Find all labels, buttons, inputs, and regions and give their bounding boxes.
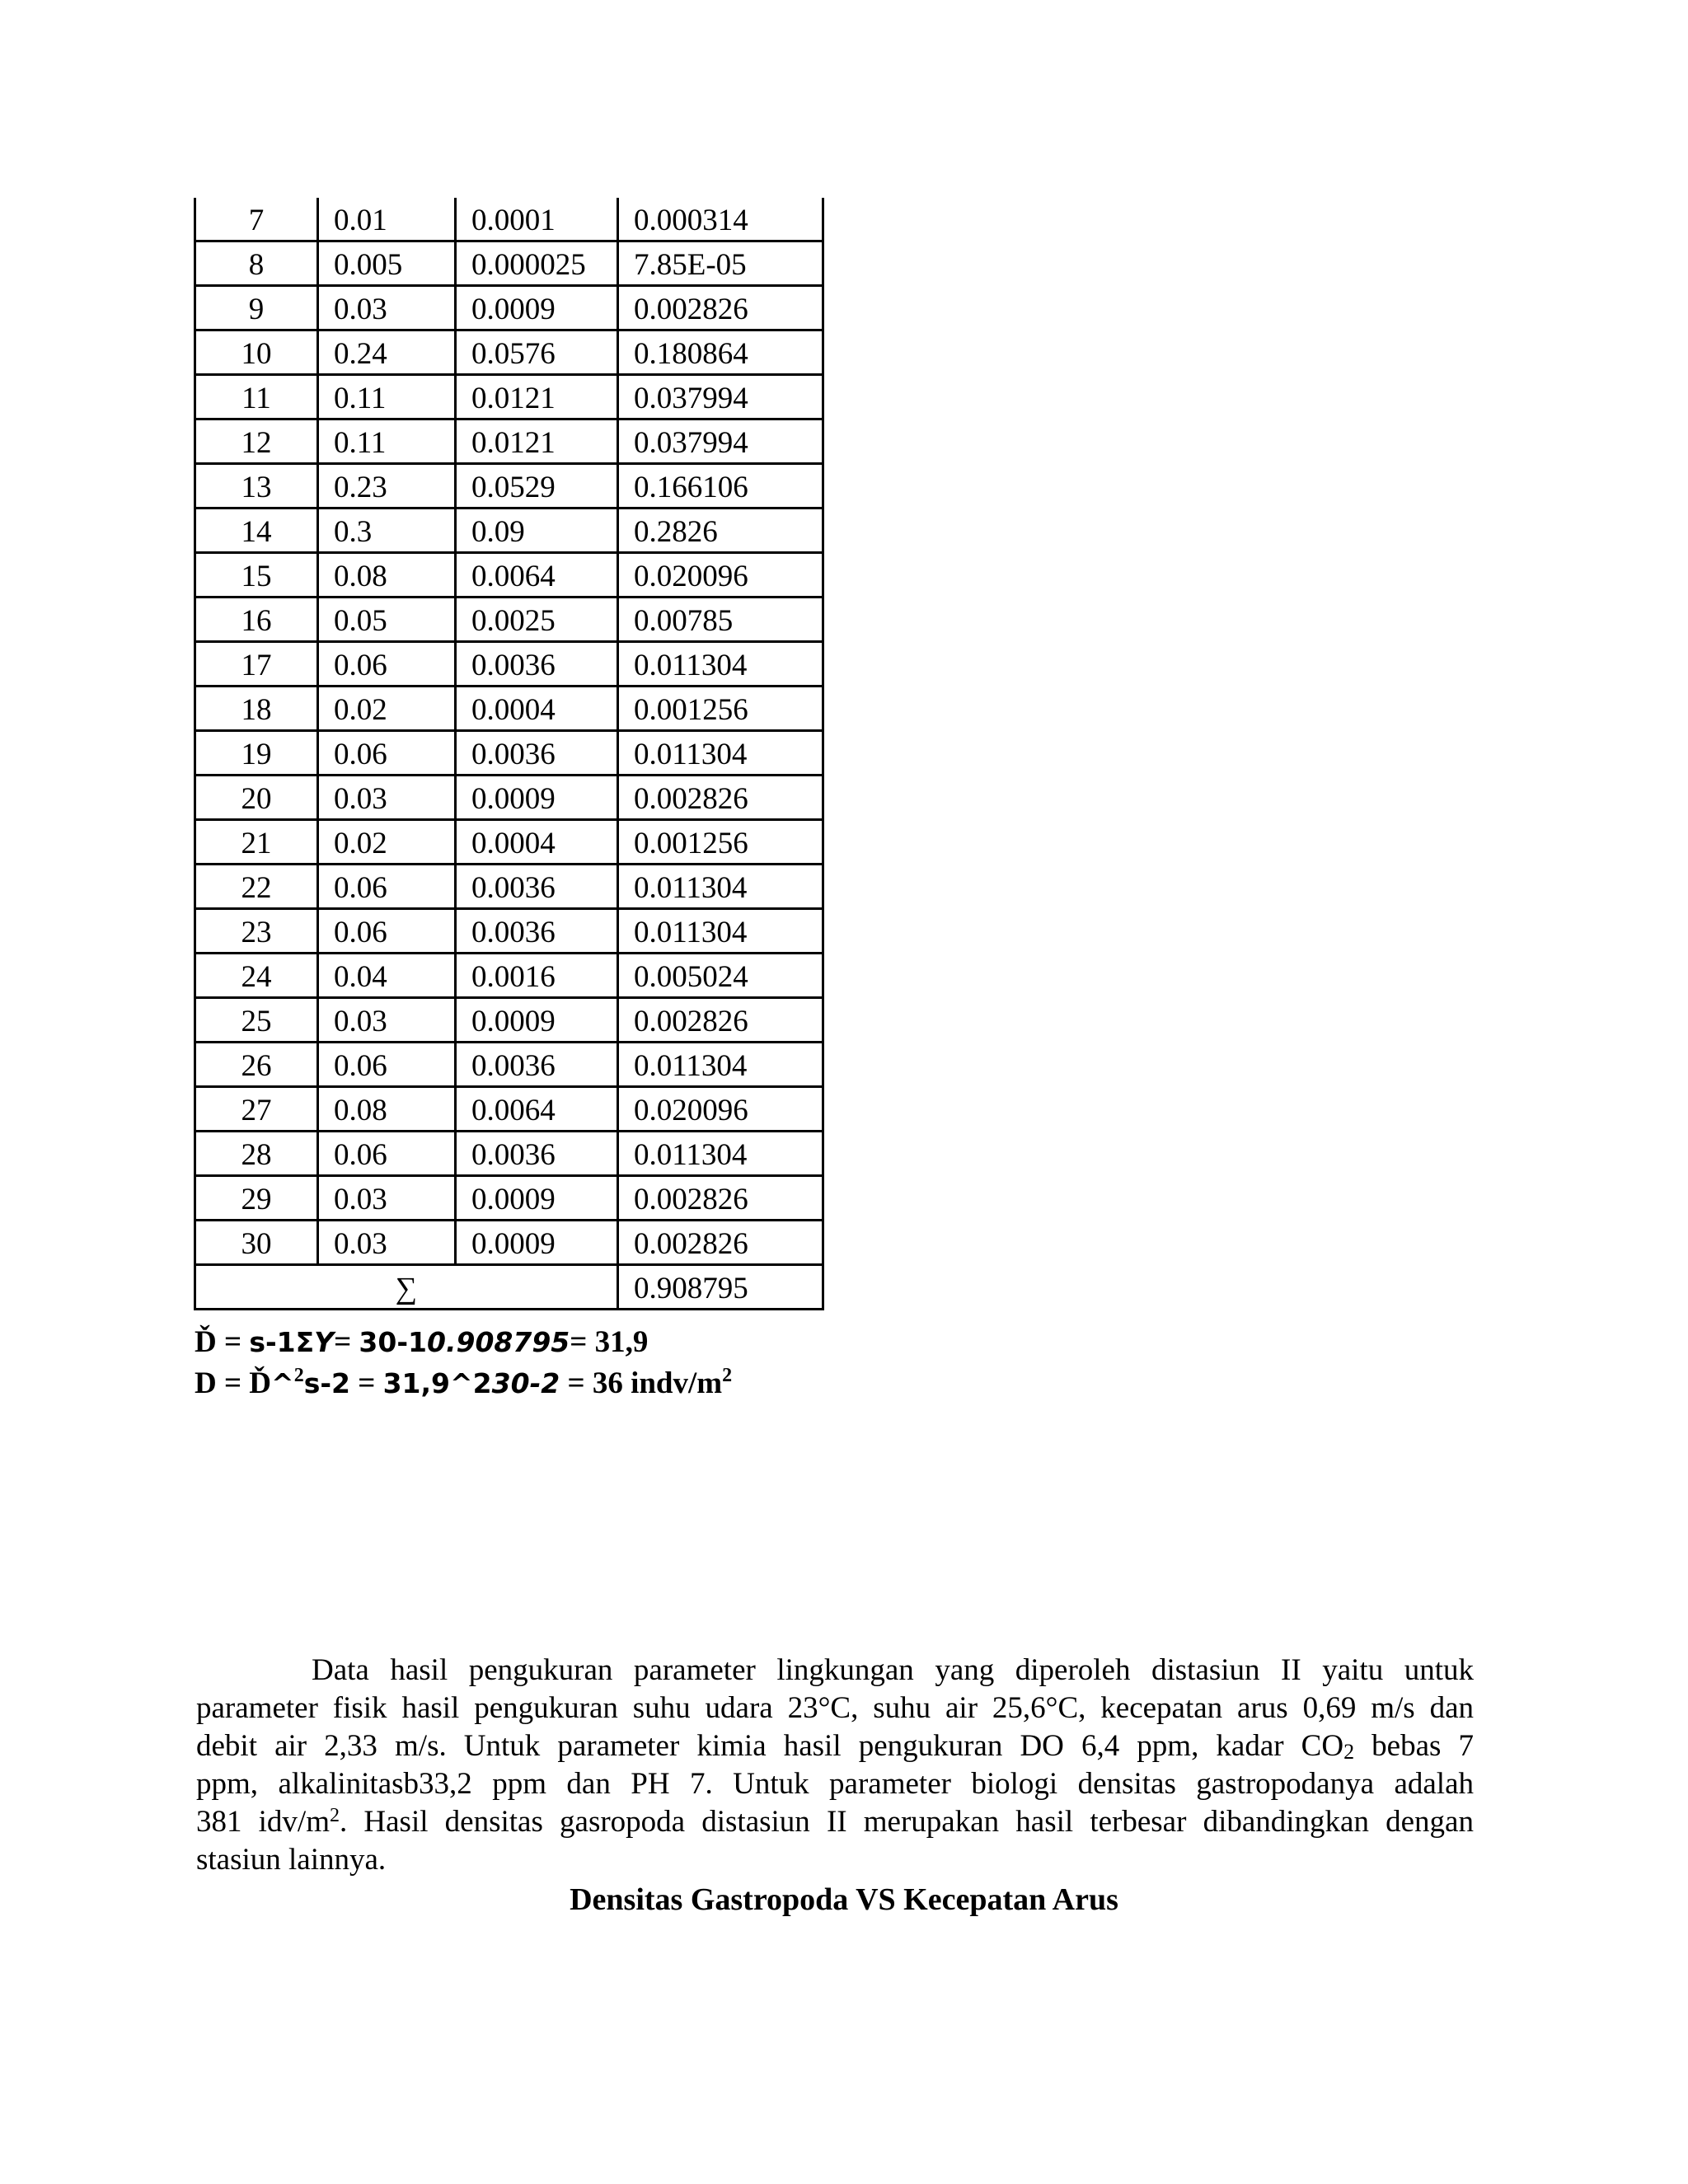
table-row — [195, 1043, 823, 1087]
cell-value: 0.08 — [318, 1087, 456, 1132]
formula-1-part: = — [334, 1325, 359, 1359]
cell-result: 0.011304 — [618, 1132, 823, 1176]
cell-square: 0.0064 — [456, 1087, 618, 1132]
cell-square: 0.0036 — [456, 865, 618, 909]
formula-2-part: ^ — [271, 1367, 294, 1399]
cell-result: 0.180864 — [618, 330, 823, 375]
paragraph-line — [196, 1803, 1474, 1841]
cell-square: 0.0009 — [456, 1221, 618, 1265]
formula-1-part: s-1Σ — [249, 1326, 315, 1358]
cell-no: 16 — [195, 598, 318, 642]
cell-result: 0.037994 — [618, 375, 823, 419]
formula-1-part: 0.908795 — [427, 1326, 570, 1358]
table-row — [195, 642, 823, 687]
formula-1-part: Y — [314, 1326, 335, 1358]
table-row — [195, 820, 823, 865]
cell-square: 0.0036 — [456, 1132, 618, 1176]
cell-value: 0.06 — [318, 731, 456, 776]
cell-no: 12 — [195, 419, 318, 464]
cell-square: 0.0016 — [456, 954, 618, 998]
cell-result: 0.011304 — [618, 731, 823, 776]
cell-value: 0.06 — [318, 909, 456, 954]
cell-no: 13 — [195, 464, 318, 509]
cell-value: 0.11 — [318, 375, 456, 419]
cell-result: 0.001256 — [618, 687, 823, 731]
formula-2-part: 30-2 — [491, 1367, 560, 1399]
cell-no: 9 — [195, 286, 318, 330]
cell-square: 0.0121 — [456, 419, 618, 464]
table-body — [195, 198, 823, 1310]
cell-square: 0.0025 — [456, 598, 618, 642]
paragraph-line-text: parameter fisik hasil pengukuran suhu udara 23°C, suhu air 25,6°C, kecepatan arus 0,69 m/s dan — [196, 1691, 1474, 1725]
cell-value: 0.04 — [318, 954, 456, 998]
formula-2-part: s-2 — [303, 1367, 350, 1399]
cell-no: 10 — [195, 330, 318, 375]
cell-value: 0.11 — [318, 419, 456, 464]
cell-value: 0.24 — [318, 330, 456, 375]
co2-subscript: 2 — [1343, 1740, 1355, 1764]
table-row — [195, 865, 823, 909]
cell-value: 0.06 — [318, 1132, 456, 1176]
cell-no: 11 — [195, 375, 318, 419]
cell-value: 0.08 — [318, 553, 456, 598]
cell-square: 0.0036 — [456, 909, 618, 954]
cell-square: 0.0009 — [456, 776, 618, 820]
cell-no: 23 — [195, 909, 318, 954]
table-row — [195, 1087, 823, 1132]
cell-no: 21 — [195, 820, 318, 865]
cell-no: 28 — [195, 1132, 318, 1176]
cell-value: 0.06 — [318, 865, 456, 909]
cell-value: 0.02 — [318, 687, 456, 731]
cell-square: 0.0576 — [456, 330, 618, 375]
cell-result: 0.011304 — [618, 865, 823, 909]
paragraph-line-text: 381 idv/m — [196, 1805, 330, 1839]
sum-symbol: ∑ — [195, 1265, 618, 1310]
table-row — [195, 419, 823, 464]
cell-result: 0.00785 — [618, 598, 823, 642]
paragraph-line-text: ppm, alkalinitasb33,2 ppm dan PH 7. Untuk parameter biologi densitas gastropodanya adalah — [196, 1767, 1474, 1801]
table-row — [195, 375, 823, 419]
table-row — [195, 598, 823, 642]
cell-result: 0.001256 — [618, 820, 823, 865]
unit-superscript: 2 — [330, 1805, 340, 1826]
cell-result: 0.002826 — [618, 776, 823, 820]
table-row — [195, 909, 823, 954]
table-row — [195, 731, 823, 776]
cell-result: 0.002826 — [618, 286, 823, 330]
cell-no: 20 — [195, 776, 318, 820]
body-paragraph — [196, 1652, 1474, 1879]
formula-2-result: = 36 indv/m — [560, 1366, 723, 1400]
cell-result: 0.011304 — [618, 642, 823, 687]
table-row — [195, 954, 823, 998]
paragraph-line-text: debit air 2,33 m/s. Untuk parameter kimia hasil pengukuran DO 6,4 ppm, kadar CO — [196, 1729, 1344, 1763]
cell-result: 0.020096 — [618, 1087, 823, 1132]
cell-no: 18 — [195, 687, 318, 731]
cell-value: 0.03 — [318, 1221, 456, 1265]
formula-line-1 — [195, 1327, 648, 1357]
paragraph-line — [196, 1652, 1474, 1690]
sum-value: 0.908795 — [618, 1265, 823, 1310]
paragraph-line — [196, 1765, 1474, 1803]
cell-no: 29 — [195, 1176, 318, 1221]
cell-value: 0.06 — [318, 1043, 456, 1087]
paragraph-line-text: bebas 7 — [1354, 1729, 1474, 1763]
table-row — [195, 1176, 823, 1221]
cell-no: 25 — [195, 998, 318, 1043]
cell-square: 0.0036 — [456, 642, 618, 687]
table-row — [195, 198, 823, 241]
cell-value: 0.06 — [318, 642, 456, 687]
cell-square: 0.0529 — [456, 464, 618, 509]
cell-result: 0.002826 — [618, 1176, 823, 1221]
cell-value: 0.02 — [318, 820, 456, 865]
cell-no: 7 — [195, 198, 318, 241]
cell-no: 19 — [195, 731, 318, 776]
cell-no: 17 — [195, 642, 318, 687]
cell-result: 0.002826 — [618, 998, 823, 1043]
table-row — [195, 330, 823, 375]
cell-square: 0.0121 — [456, 375, 618, 419]
cell-square: 0.09 — [456, 509, 618, 553]
cell-square: 0.0064 — [456, 553, 618, 598]
formula-1-part: 30-1 — [359, 1326, 427, 1358]
cell-result: 0.037994 — [618, 419, 823, 464]
paragraph-line-text: stasiun lainnya. — [196, 1843, 387, 1877]
cell-square: 0.000025 — [456, 241, 618, 286]
table-row — [195, 1221, 823, 1265]
cell-value: 0.005 — [318, 241, 456, 286]
cell-result: 0.002826 — [618, 1221, 823, 1265]
cell-result: 0.005024 — [618, 954, 823, 998]
section-heading: Densitas Gastropoda VS Kecepatan Arus — [570, 1882, 1118, 1917]
formula-2-part: = — [350, 1366, 383, 1400]
table-row — [195, 464, 823, 509]
cell-square: 0.0009 — [456, 1176, 618, 1221]
cell-value: 0.3 — [318, 509, 456, 553]
table-row — [195, 776, 823, 820]
cell-result: 0.011304 — [618, 909, 823, 954]
sum-row — [195, 1265, 823, 1310]
table-row — [195, 241, 823, 286]
cell-square: 0.0009 — [456, 998, 618, 1043]
table-row — [195, 998, 823, 1043]
table-row — [195, 1132, 823, 1176]
cell-no: 22 — [195, 865, 318, 909]
cell-square: 0.0004 — [456, 687, 618, 731]
cell-square: 0.0036 — [456, 1043, 618, 1087]
formula-2-unit-exponent: 2 — [722, 1365, 733, 1386]
formula-1-lhs: Ď = — [195, 1325, 250, 1359]
formula-1-result: = 31,9 — [570, 1325, 649, 1359]
data-table — [194, 198, 824, 1310]
cell-square: 0.0036 — [456, 731, 618, 776]
cell-result: 0.020096 — [618, 553, 823, 598]
cell-no: 8 — [195, 241, 318, 286]
cell-value: 0.03 — [318, 998, 456, 1043]
table-row — [195, 553, 823, 598]
cell-value: 0.23 — [318, 464, 456, 509]
cell-square: 0.0009 — [456, 286, 618, 330]
formula-2-part: 31,9^2 — [382, 1367, 492, 1399]
cell-no: 26 — [195, 1043, 318, 1087]
paragraph-line — [196, 1841, 1474, 1879]
paragraph-line — [196, 1727, 1474, 1765]
formula-line-2 — [195, 1366, 732, 1399]
cell-value: 0.03 — [318, 286, 456, 330]
cell-result: 0.000314 — [618, 198, 823, 241]
table-row — [195, 509, 823, 553]
cell-no: 14 — [195, 509, 318, 553]
cell-no: 27 — [195, 1087, 318, 1132]
cell-no: 24 — [195, 954, 318, 998]
paragraph-line-text: Data hasil pengukuran parameter lingkungan yang diperoleh distasiun II yaitu untuk — [312, 1653, 1474, 1687]
cell-result: 0.166106 — [618, 464, 823, 509]
cell-value: 0.05 — [318, 598, 456, 642]
table-row — [195, 687, 823, 731]
paragraph-line-text: . Hasil densitas gasropoda distasiun II merupakan hasil terbesar dibandingkan dengan — [340, 1805, 1474, 1839]
cell-result: 7.85E-05 — [618, 241, 823, 286]
cell-result: 0.2826 — [618, 509, 823, 553]
cell-value: 0.01 — [318, 198, 456, 241]
cell-value: 0.03 — [318, 776, 456, 820]
paragraph-line — [196, 1690, 1474, 1727]
formula-2-lhs: D = Ď — [195, 1366, 272, 1400]
table-row — [195, 286, 823, 330]
formula-2-part: 2 — [293, 1365, 304, 1386]
cell-value: 0.03 — [318, 1176, 456, 1221]
cell-square: 0.0004 — [456, 820, 618, 865]
cell-result: 0.011304 — [618, 1043, 823, 1087]
cell-no: 15 — [195, 553, 318, 598]
cell-square: 0.0001 — [456, 198, 618, 241]
cell-no: 30 — [195, 1221, 318, 1265]
